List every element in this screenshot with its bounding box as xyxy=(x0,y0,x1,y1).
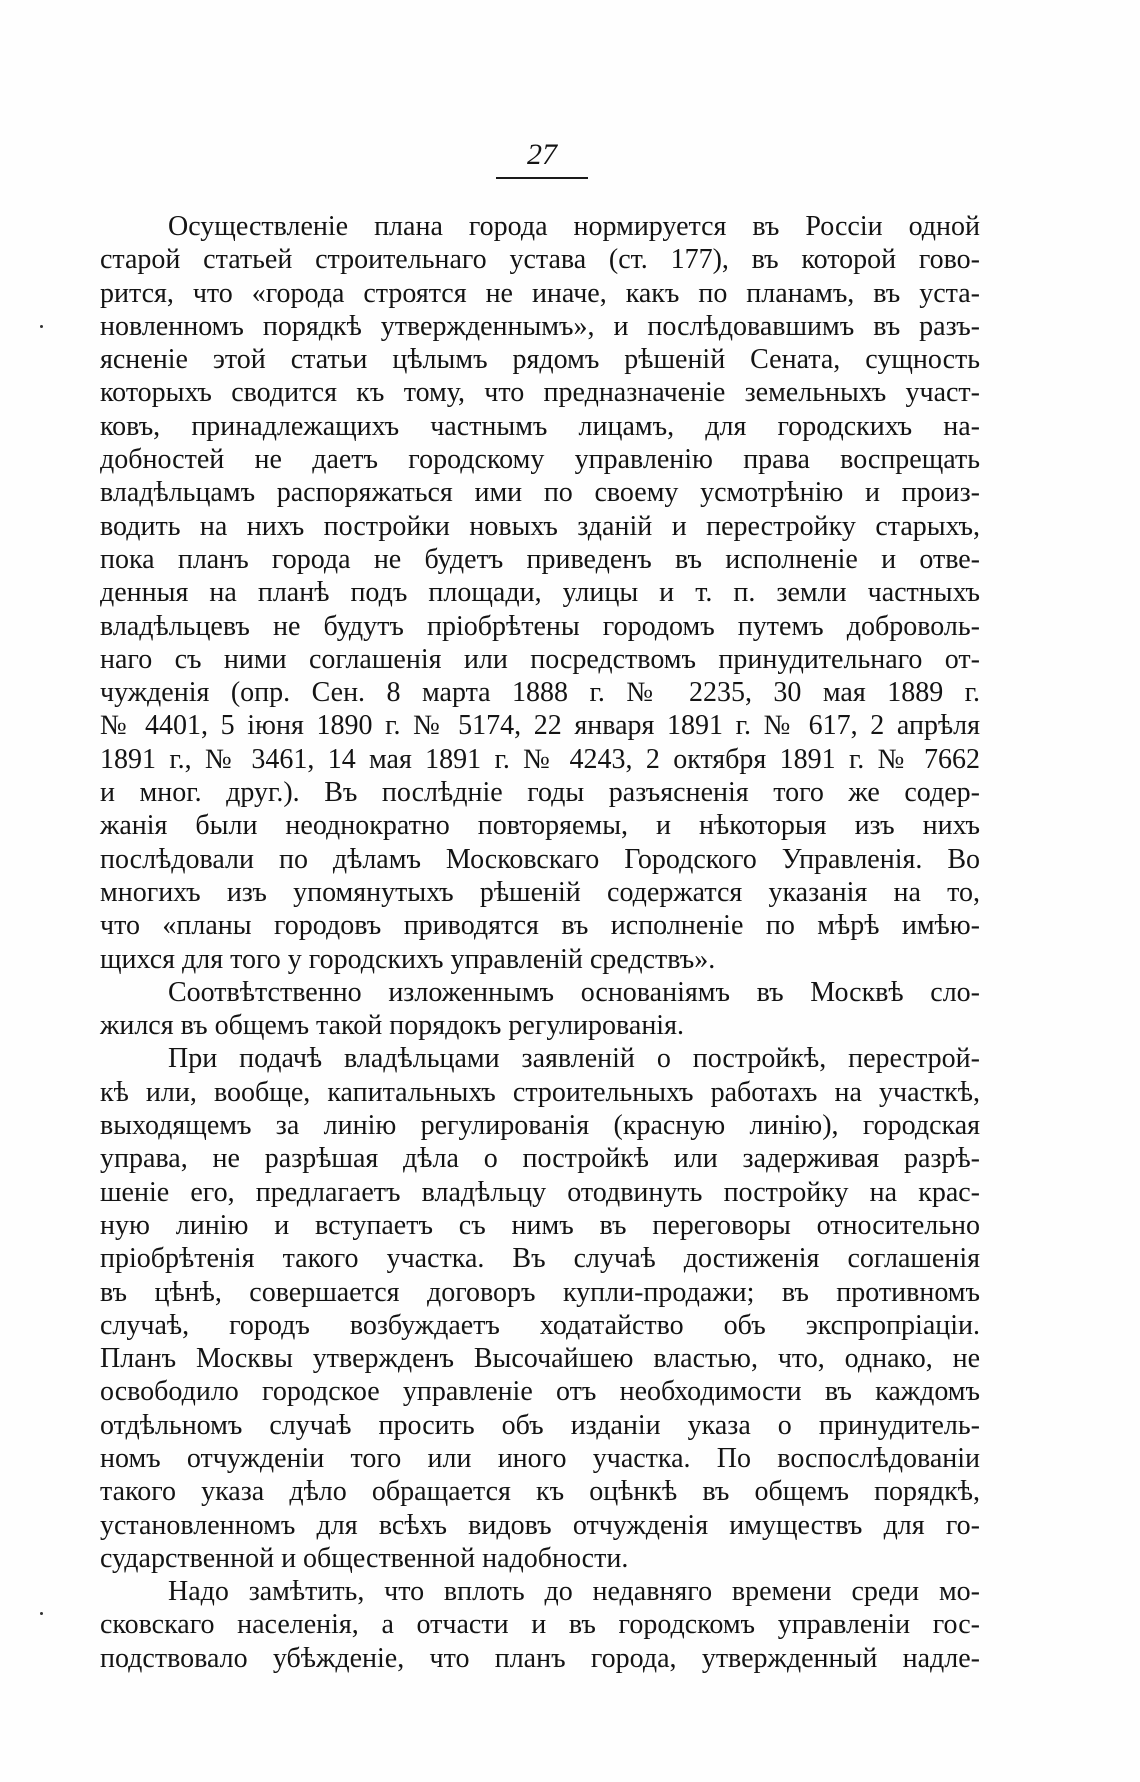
text-line: жанія были неоднократно повторяемы, и нѣкоторыя изъ нихъ xyxy=(100,810,980,842)
text-line: многихъ изъ упомянутыхъ рѣшеній содержатся указанія на то, xyxy=(100,876,980,908)
text-line: рится, что «города строятся не иначе, какъ по планамъ, въ уста- xyxy=(100,277,980,309)
text-line: что «планы городовъ приводятся въ исполненіе по мѣрѣ имѣю- xyxy=(100,910,980,942)
text-line: новленномъ порядкѣ утвержденнымъ», и послѣдовавшимъ въ разъ- xyxy=(100,310,980,342)
text-line: щихся для того у городскихъ управленій средствъ». xyxy=(100,943,716,975)
page-number: 27 xyxy=(527,138,557,171)
text-line: въ цѣнѣ, совершается договоръ купли-продажи; въ противномъ xyxy=(100,1276,980,1308)
text-line: владѣльцевъ не будутъ пріобрѣтены городомъ путемъ доброволь- xyxy=(100,610,980,642)
text-line: пріобрѣтенія такого участка. Въ случаѣ достиженія соглашенія xyxy=(100,1243,980,1275)
body-text xyxy=(100,210,980,1675)
text-line: жился въ общемъ такой порядокъ регулированія. xyxy=(100,1010,684,1042)
text-line: добностей не даетъ городскому управленію права воспрещать xyxy=(100,444,980,476)
scan-speck xyxy=(40,1612,43,1615)
text-line: ясненіе этой статьи цѣлымъ рядомъ рѣшеній Сената, сущность xyxy=(100,344,980,376)
text-line: выходящемъ за линію регулированія (красную линію), городская xyxy=(100,1110,980,1142)
text-line: которыхъ сводится къ тому, что предназначеніе земельныхъ участ- xyxy=(100,377,980,409)
paragraph xyxy=(100,210,980,976)
text-line: сковскаго населенія, а отчасти и въ городскомъ управленіи гос- xyxy=(100,1609,980,1641)
text-line: ную линію и вступаетъ съ нимъ въ переговоры относительно xyxy=(100,1209,980,1241)
text-line: послѣдовали по дѣламъ Московскаго Городского Управленія. Во xyxy=(100,843,980,875)
text-line: денныя на планѣ подъ площади, улицы и т. п. земли частныхъ xyxy=(100,577,980,609)
text-line: номъ отчужденіи того или иного участка. По воспослѣдованіи xyxy=(100,1442,980,1474)
text-line: случаѣ, городъ возбуждаетъ ходатайство объ экспропріаціи. xyxy=(100,1309,980,1341)
text-line: освободило городское управленіе отъ необходимости въ каждомъ xyxy=(100,1376,980,1408)
text-line: подствовало убѣжденіе, что планъ города, утвержденный надле- xyxy=(100,1642,980,1674)
text-line: пока планъ города не будетъ приведенъ въ исполненіе и отве- xyxy=(100,543,980,575)
text-line: Планъ Москвы утвержденъ Высочайшею властью, что, однако, не xyxy=(100,1343,980,1375)
paragraph xyxy=(100,1042,980,1575)
text-line: ковъ, принадлежащихъ частнымъ лицамъ, для городскихъ на- xyxy=(100,410,980,442)
page-number-rule xyxy=(496,177,588,179)
text-line: Осуществленіе плана города нормируется въ Россіи одной xyxy=(168,211,980,242)
text-line: отдѣльномъ случаѣ просить объ изданіи указа о принудитель- xyxy=(100,1409,980,1441)
text-line: такого указа дѣло обращается къ оцѣнкѣ въ общемъ порядкѣ, xyxy=(100,1476,980,1508)
text-line: установленномъ для всѣхъ видовъ отчужденія имуществъ для го- xyxy=(100,1509,980,1541)
text-line: При подачѣ владѣльцами заявленій о постройкѣ, перестрой- xyxy=(168,1043,980,1075)
text-line: Надо замѣтить, что вплоть до недавняго времени среди мо- xyxy=(168,1576,980,1608)
text-line: управа, не разрѣшая дѣла о постройкѣ или задерживая разрѣ- xyxy=(100,1143,980,1175)
scan-speck xyxy=(40,325,43,328)
text-line: шеніе его, предлагаетъ владѣльцу отодвинуть постройку на крас- xyxy=(100,1176,980,1208)
text-line: водить на нихъ постройки новыхъ зданій и перестройку старыхъ, xyxy=(100,510,980,542)
text-line: владѣльцамъ распоряжаться ими по своему усмотрѣнію и произ- xyxy=(100,477,980,509)
text-line: № 4401, 5 іюня 1890 г. № 5174, 22 января 1891 г. № 617, 2 апрѣля xyxy=(100,710,980,742)
text-line: Соотвѣтственно изложеннымъ основаніямъ въ Москвѣ сло- xyxy=(168,976,980,1008)
text-line: чужденія (опр. Сен. 8 марта 1888 г. № 2235, 30 мая 1889 г. xyxy=(100,677,980,709)
text-line: наго съ ними соглашенія или посредствомъ принудительнаго от- xyxy=(100,643,980,675)
text-line: и мног. друг.). Въ послѣдніе годы разъясненія того же содер- xyxy=(100,777,980,809)
paragraph xyxy=(100,976,980,1043)
text-line: 1891 г., № 3461, 14 мая 1891 г. № 4243, 2 октября 1891 г. № 7662 xyxy=(100,743,980,775)
paragraph xyxy=(100,1575,980,1675)
text-line: кѣ или, вообще, капитальныхъ строительныхъ работахъ на участкѣ, xyxy=(100,1076,980,1108)
text-line: сударственной и общественной надобности. xyxy=(100,1542,629,1574)
text-line: старой статьей строительнаго устава (ст. 177), въ которой гово- xyxy=(100,244,980,276)
